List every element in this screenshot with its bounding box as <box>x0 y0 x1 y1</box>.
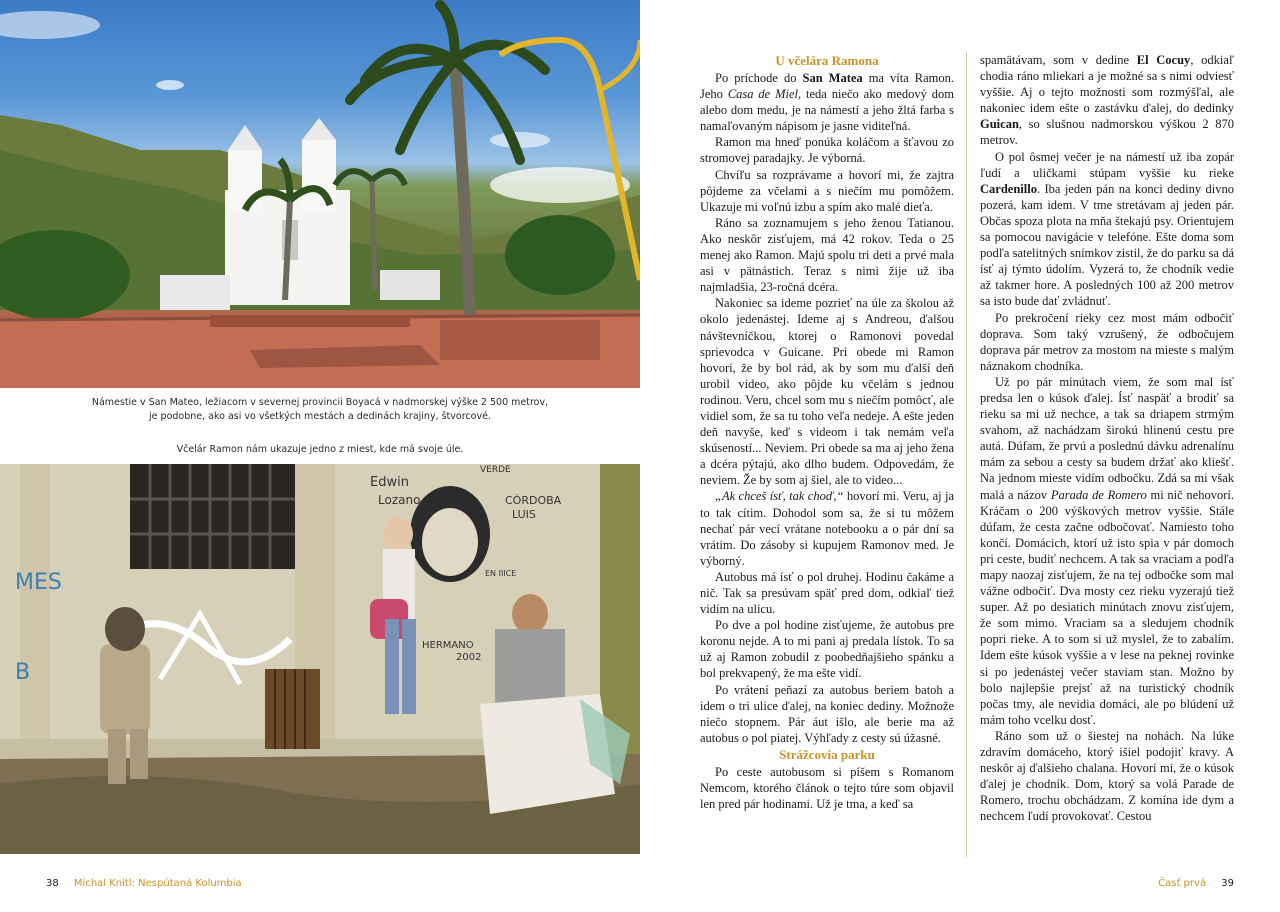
text-run: mi nič nehovorí. Kráčam o 200 výškových metrov vyššie. Stále dúfam, že cesta začne odbočovať. Namiesto toho končí. Domácich, ktorí už isto spia v pár domoch pri ceste, budiť nechcem. A tak sa vraciam a podľa mapy naozaj zisťujem, že na tej odbočke som mal vážne odbočiť. Dva mosty cez rieku vyzerajú tiež super. Až po desiatich minútach znovu zisťujem, že som mimo. Vraciam sa a sledujem chodník popri rieke. A to som si už myslel, že to zabalím. Idem ešte kúsok vyššie a v lese na peknej rovinke si po jedenástej večer staviam stan. Možno by bolo najlepšie prejsť až na turistický chodník počas tmy, ale nevidia domáci, ale po blúdení už mám toho vcelku dosť. <box>980 487 1234 727</box>
paragraph: Ramon ma hneď ponúka koláčom a šťavou zo stromovej paradajky. Je výborná. <box>700 135 954 166</box>
page-number-right: 39 <box>1221 878 1234 889</box>
paragraph: Po ceste autobusom si píšem s Romanom Nemcom, ktorého článok o tejto túre som objavil len pred pár hodinami. Už je tma, a keď sa <box>700 764 954 812</box>
place-name: San Matea <box>802 71 863 85</box>
part-title: Časť prvá <box>1158 878 1207 889</box>
text-column-left <box>700 52 954 812</box>
graffiti-small: EN IIICE <box>485 569 517 578</box>
paragraph: Ráno som už o šiestej na nohách. Na lúke zdravím domáceho, ktorý išiel podojiť kravy. A neskôr aj ďalšieho chalana. Hovorí mi, že o kúsok ďalej je chodník. Dom, ktorý sa volá Parade de Romero, trochu obchádzam. Z komína ide dym a nechcem ľudí provokovať. Cestou <box>980 728 1234 824</box>
beekeeper-illustration <box>0 464 640 854</box>
paragraph: Po prekročení rieky cez most mám odbočiť doprava. Som taký vzrušený, že odbočujem doprava pár metrov za mostom na mieste s malým náznakom chodníka. <box>980 310 1234 373</box>
paragraph <box>980 149 1234 310</box>
footer-left <box>46 878 242 889</box>
column-divider <box>966 52 967 857</box>
text-run: spamätávam, som v dedine <box>980 53 1137 67</box>
paragraph: Autobus má ísť o pol druhej. Hodinu čakáme a nič. Tak sa presúvam späť pred dom, odkiaľ tiež vidím na ulicu. <box>700 569 954 617</box>
paragraph: Nakoniec sa ideme pozrieť na úle za školou až okolo jedenástej. Ideme aj s Andreou, ďalšou návštevníčkou, ktorej o Ramonovi povedal sprievodca v Guicane. Pri obede mi Ramon hovorí, že by bol rád, ak by som mu ďalší deň urobil video, ako pôjde ku včelám s jednou rodinou. Veru, chcel som mu s niečím pomôcť, ale vidiel som, že sa tu toho veľa nedeje. A ešte jeden deň navyše, keď s videom i tak nemám veľa skúseností... Neviem. Pri obede sa ma aj jeho žena a dcéra pýtajú, ako dlho budem. Odpovedám, že neviem. Že by som aj šiel, ale to video... <box>700 296 954 488</box>
beekeeper-caption: Včelár Ramon nám ukazuje jedno z miest, kde má svoje úle. <box>176 444 464 455</box>
square-caption-line1: Námestie v San Mateo, ležiacom v severnej provincii Boyacá v nadmorskej výške 2 500 metrov, <box>91 397 549 408</box>
quote: „Ak chceš ísť, tak choď,“ <box>715 489 844 504</box>
paragraph <box>700 70 954 134</box>
beekeeper-photo <box>0 464 640 854</box>
paragraph <box>700 488 954 568</box>
text-run: hovorí mi. Veru, aj ja to tak cítim. Dohodol som sa, že si tu môžem nechať pár vecí vrátane notebooku a o pár dní sa vrátim. Do zásoby si kupujem Ramonov med. Je výborný. <box>700 489 955 568</box>
text-run: , so slušnou nadmorskou výškou 2 870 metrov. <box>980 117 1234 148</box>
ramon-figure <box>495 629 565 704</box>
footer-right <box>1158 878 1234 889</box>
paragraph <box>980 52 1234 149</box>
place-name: Guican <box>980 117 1019 132</box>
text-column-right <box>980 52 1234 825</box>
emphasis: Casa de Miel <box>727 87 798 102</box>
text-run: ma víta Ramon. Jeho <box>700 71 954 102</box>
emphasis: Parada de Romero <box>1050 487 1147 502</box>
square-illustration <box>0 0 640 388</box>
san-mateo-square-photo <box>0 0 640 388</box>
text-run: O pol ôsmej večer je na námestí už iba zopár ľudí a uličkami stúpam vyššie ku rieke <box>980 149 1234 180</box>
paragraph: Po dve a pol hodine zisťujeme, že autobus pre koronu nejde. A to mi pani aj predala lístok. To sa už aj Ramon zobudil z poobedňajšieho spánku a bol prekvapený, že ma ešte vidí. <box>700 618 954 681</box>
graffiti-year: 2002 <box>456 652 482 663</box>
graffiti-mes: MES <box>15 570 62 595</box>
paragraph: Ráno sa zoznamujem s jeho ženou Tatianou. Ako neskôr zisťujem, má 42 rokov. Teda o 25 menej ako Ramon. Majú spolu tri deti a prvé mala asi v pätnástich. Teraz s nimi žije už iba najmladšia, 23-ročná dcéra. <box>700 215 954 295</box>
text-run: . Iba jeden pán na konci dediny divno pozerá, kam idem. V tme stretávam aj jeden pár. Občas spoza plota na mňa štekajú psy. Orientujem sa pomocou navigácie v telefóne. Ešte doma som podľa satelitných snímkov zistil, že do parku sa dá ísť aj týmto údolím. Vyzerá to, že chodník vedie až takmer hore. A posledných 100 až 200 metrov sa isto bude dať zvládnuť. <box>980 181 1234 309</box>
book-title: Michal Knitl: Nespútaná Kolumbia <box>73 878 242 889</box>
graffiti-hermano: HERMANO <box>422 640 474 651</box>
paragraph <box>980 374 1234 728</box>
paragraph: Chvíľu sa rozprávame a hovorí mi, že zajtra pôjdeme za včelami a s niečím mu pomôžem. Ukazuje mi voľnú izbu a spím ako malé dieťa. <box>700 167 954 214</box>
graffiti-lozano: Lozano <box>378 493 421 507</box>
heading-u-vcelara-ramona: U včelára Ramona <box>775 53 879 68</box>
graffiti-b: B <box>15 660 31 685</box>
place-name: Cardenillo <box>980 181 1037 196</box>
paragraph: Po vrátení peňazí za autobus beriem batoh a idem o tri ulice ďalej, na koniec dediny. Možnože niečo stopnem. Pár áut išlo, ale berie ma až autobus o pol piatej. Výhľady z cesty sú úžasné. <box>700 682 954 745</box>
text-run: , odkiaľ chodia ráno mliekari a je možné sa s nimi odviesť vyššie. Aj o tejto možnosti som rozmýšľal, ale nakoniec idem ešte o zastávku ďalej, do dedinky <box>980 53 1234 116</box>
beekeeper-figure <box>100 644 150 734</box>
square-caption-line2: je podobne, ako asi vo všetkých mestách a dedinách krajiny, štvorcové. <box>149 411 491 422</box>
graffiti-edwin: Edwin <box>370 475 409 490</box>
text-run: Už po pár minútach viem, že som mal ísť predsa len o kúsok ďalej. Ísť naspäť a brodiť sa rieku sa mi už nechce, a tak sa driapem strmým svahom, až nachádzam širokú hlinenú cestu pre autá. Dúfam, že prvú a poslednú dávku adrenalínu mám za sebou a cesty sa budem držať ako kliešť. Na jednom mieste vidím odbočku. Zdá sa mi však malá a názov <box>980 374 1234 502</box>
beehive-icon <box>265 669 320 749</box>
graffiti-cordoba: CÓRDOBA <box>505 494 562 507</box>
square-caption <box>40 396 600 424</box>
heading-strazcovia-parku: Strážcovia parku <box>779 746 875 762</box>
place-name: El Cocuy <box>1136 53 1191 67</box>
text-run: , teda niečo ako medový dom alebo dom medu, je na námestí a jeho žltá farba s namaľovaným nápisom je jasne viditeľná. <box>700 87 954 134</box>
text-run: Po príchode do <box>715 71 803 85</box>
graffiti-luis: LUIS <box>512 508 536 521</box>
graffiti-verde: VERDE <box>480 465 511 475</box>
page-number-left: 38 <box>46 878 59 889</box>
